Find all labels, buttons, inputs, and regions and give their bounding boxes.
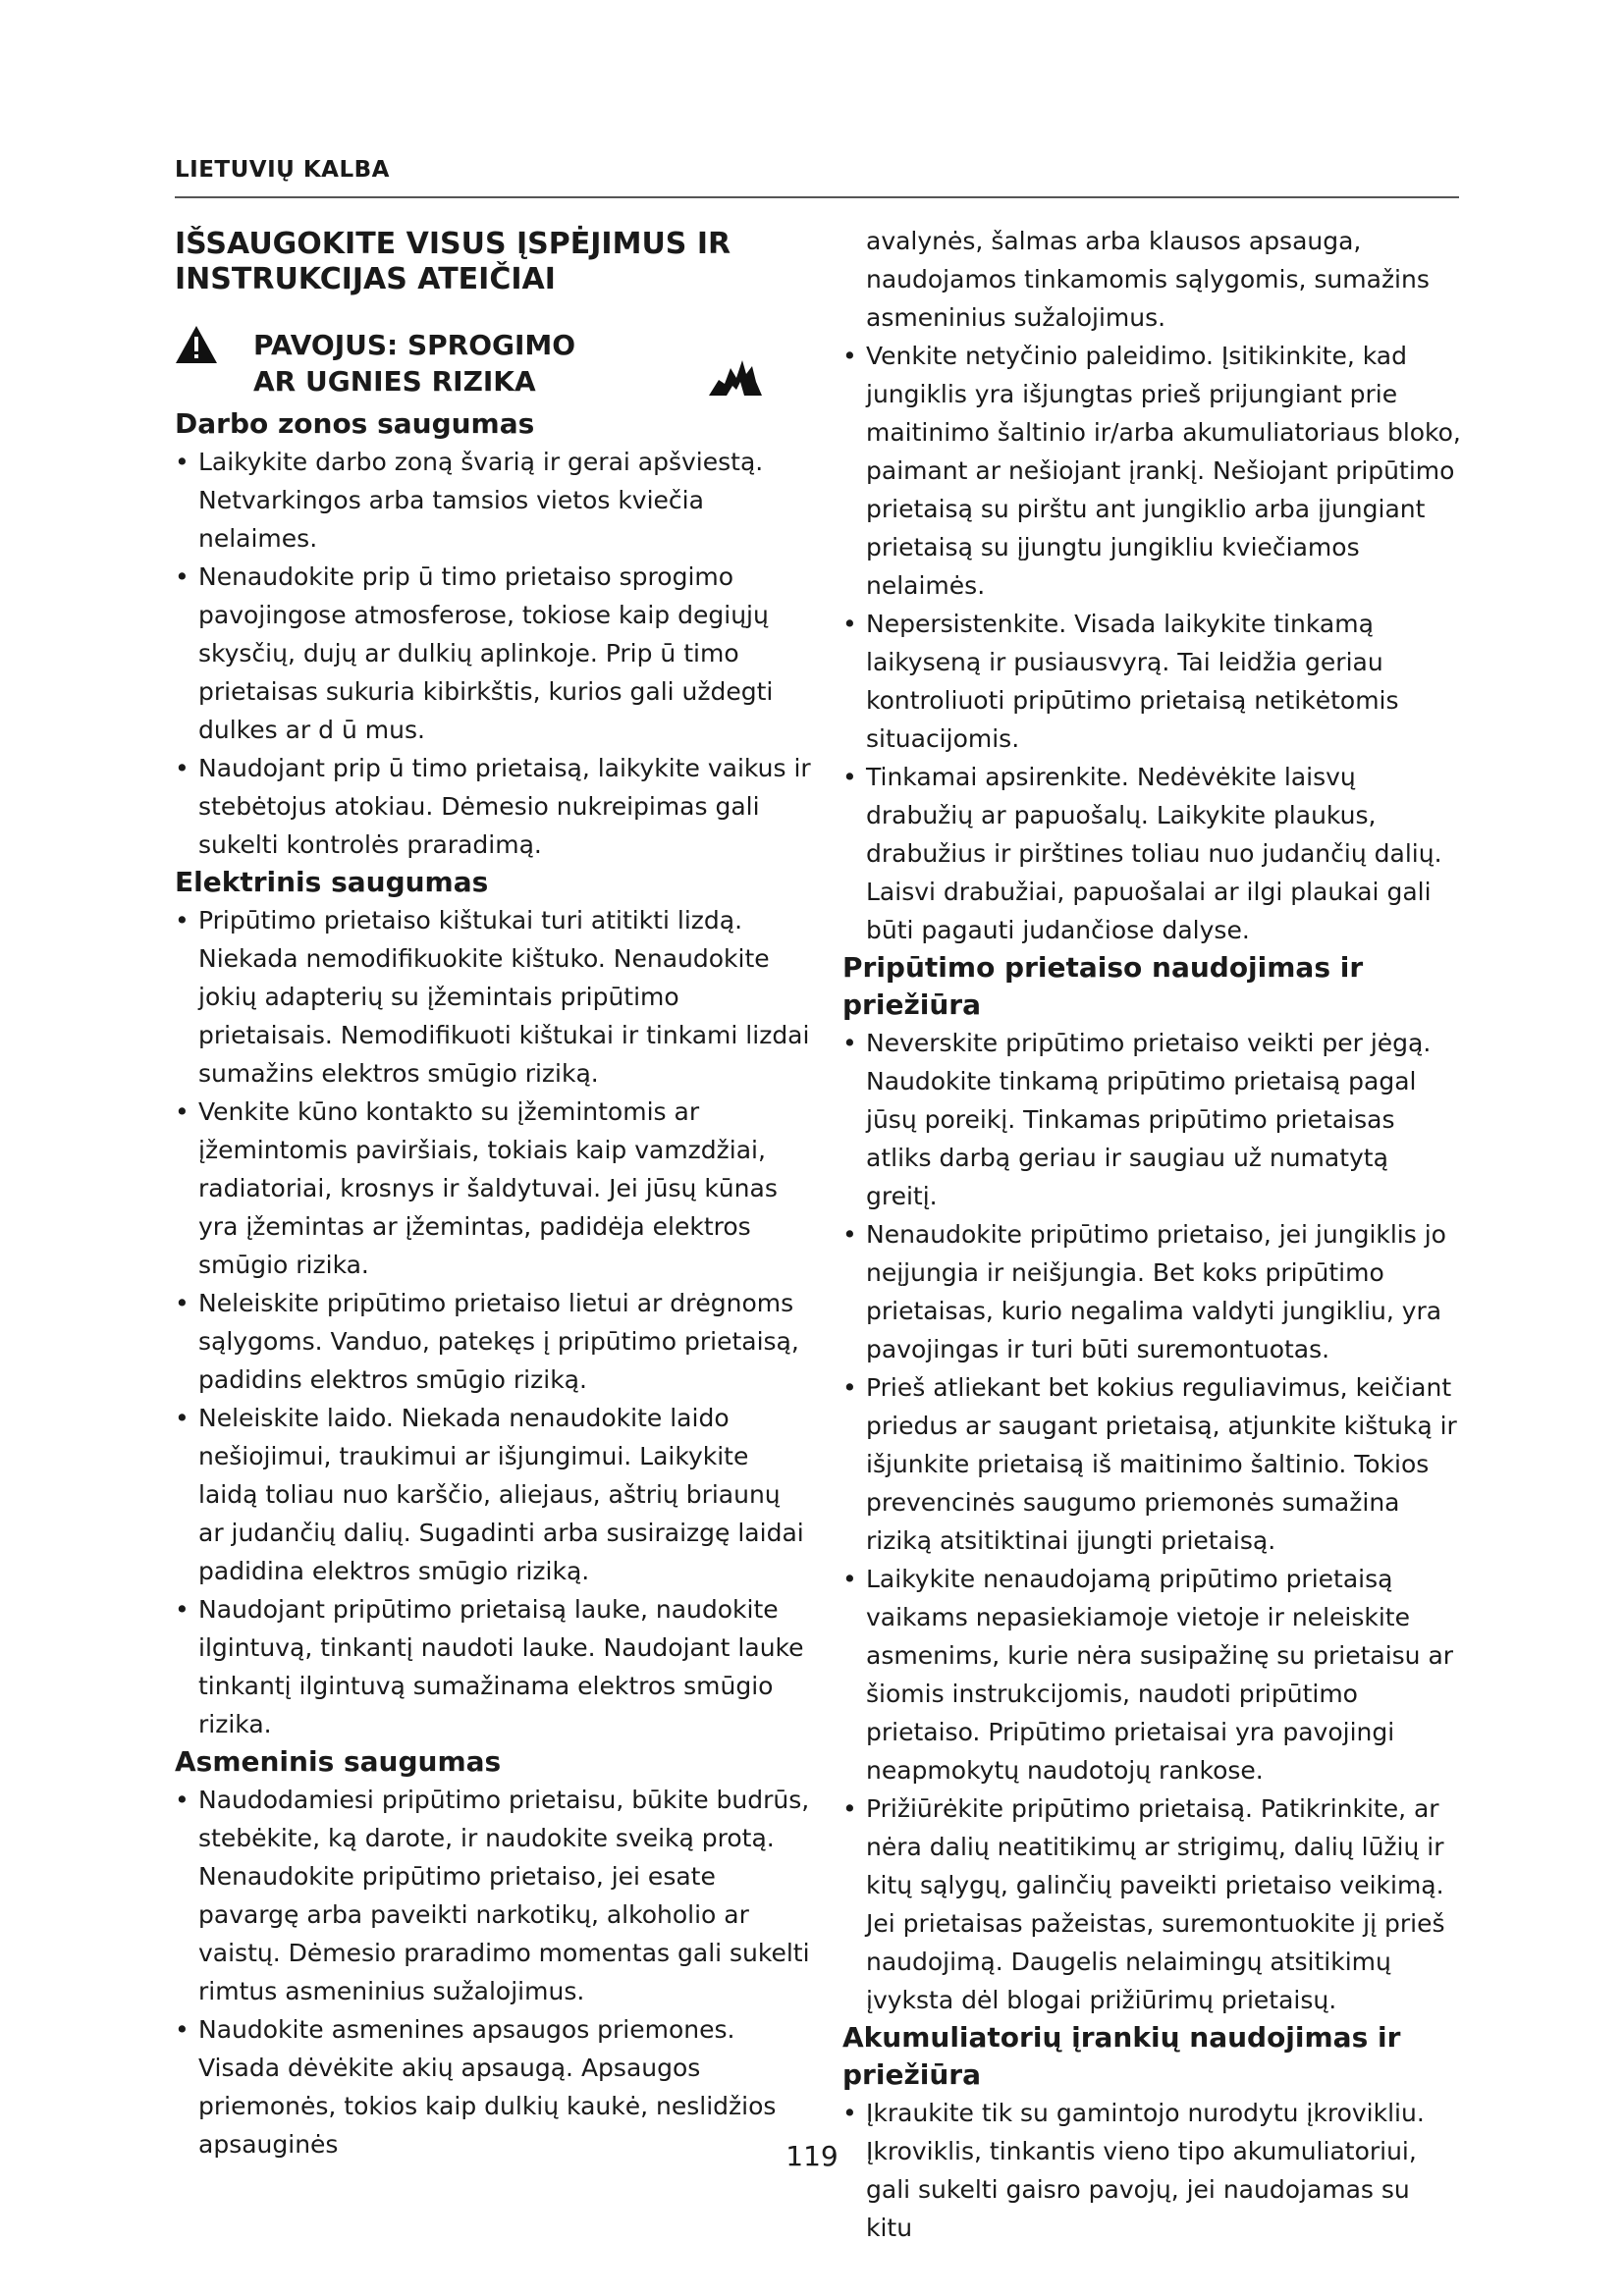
header-divider [175,196,1459,198]
work-area-list [175,443,813,864]
list-item: • Prižiūrėkite pripūtimo prietaisą. Patikrinkite, ar nėra dalių neatitikimų ar strigimų, dalių lūžių ir kitų sąlygų, galinčių paveikti prietaiso veikimą. Jei prietaisas pažeistas, suremontuokite jį prieš naudojimą. Daugelis nelaimingų atsitikimų įvyksta dėl blogai prižiūrimų prietaisų. [842,1789,1461,2019]
fire-explosion-icon [707,354,764,398]
section-title-use-care: Pripūtimo prietaiso naudojimas ir priežiūra [842,951,1364,1021]
warning-triangle-icon [175,325,218,364]
list-item: • Neleiskite laido. Niekada nenaudokite laido nešiojimui, traukimui ar išjungimui. Laikykite laidą toliau nuo karščio, aliejaus, aštrių briaunų ar judančių dalių. Sugadinti arba susiraizgę laidai padidina elektros smūgio riziką. [175,1399,813,1590]
electrical-list [175,901,813,1743]
list-item: • Naudodamiesi pripūtimo prietaisu, būkite budrūs, stebėkite, ką darote, ir naudokite sveiką protą. Nenaudokite pripūtimo prietaiso, jei esate pavargę arba paveikti narkotikų, alkoholio ar vaistų. Dėmesio praradimo momentas gali sukelti rimtus asmeninius sužalojimus. [175,1781,813,2010]
section-title-battery: Akumuliatorių įrankių naudojimas ir priežiūra [842,2021,1401,2091]
danger-title: PAVOJUS: SPROGIMO AR UGNIES RIZIKA [253,329,576,398]
list-item: • Naudojant pripūtimo prietaisą lauke, naudokite ilgintuvą, tinkantį naudoti lauke. Naudojant lauke tinkantį ilgintuvą sumažinama elektros smūgio rizika. [175,1590,813,1743]
list-item: • Prieš atliekant bet kokius reguliavimus, keičiant priedus ar saugant prietaisą, atjunkite kištuką ir išjunkite prietaisą iš maitinimo šaltinio. Tokios prevencinės saugumo priemonės sumažina riziką atsitiktinai įjungti prietaisą. [842,1368,1461,1560]
page-number: 119 [785,2140,839,2172]
header-label: LIETUVIŲ KALBA [175,157,390,183]
personal-list-continued [842,337,1461,949]
danger-block [175,317,813,401]
list-item: • Pripūtimo prietaiso kištukai turi atitikti lizdą. Niekada nemodifikuokite kištuko. Nenaudokite jokių adapterių su įžemintais pripūtimo prietaisais. Nemodifikuoti kištukai ir tinkami lizdai sumažins elektros smūgio riziką. [175,901,813,1093]
list-item: • Venkite netyčinio paleidimo. Įsitikinkite, kad jungiklis yra išjungtas prieš prijungiant prie maitinimo šaltinio ir/arba akumuliatoriaus bloko, paimant ar nešiojant įrankį. Nešiojant pripūtimo prietaisą su pirštu ant jungiklio arba įjungiant prietaisą su įjungtu jungikliu kviečiamos nelaimės. [842,337,1461,605]
list-item: • Tinkamai apsirenkite. Nedėvėkite laisvų drabužių ar papuošalų. Laikykite plaukus, drabužius ir pirštines toliau nuo judančių dalių. Laisvi drabužiai, papuošalai ar ilgi plaukai gali būti pagauti judančiose dalyse. [842,758,1461,949]
list-item: • Neleiskite pripūtimo prietaiso lietui ar drėgnoms sąlygoms. Vanduo, patekęs į pripūtimo prietaisą, padidins elektros smūgio riziką. [175,1284,813,1399]
section-title-personal: Asmeninis saugumas [175,1745,502,1778]
list-item: • Įkraukite tik su gamintojo nurodytu įkrovikliu. Įkroviklis, tinkantis vieno tipo akumuliatoriui, gali sukelti gaisro pavojų, jei naudojamas su kitu [842,2094,1461,2247]
list-item: • Venkite kūno kontakto su įžemintomis ar įžemintomis paviršiais, tokiais kaip vamzdžiai, radiatoriai, krosnys ir šaldytuvai. Jei jūsų kūnas yra įžemintas ar įžemintas, padidėja elektros smūgio rizika. [175,1093,813,1284]
personal-list [175,1781,813,2163]
personal-continued-text: avalynės, šalmas arba klausos apsauga, naudojamos tinkamomis sąlygomis, sumažins asmeninius sužalojimus. [866,227,1430,332]
list-item: • Naudokite asmenines apsaugos priemones. Visada dėvėkite akių apsaugą. Apsaugos priemonės, tokios kaip dulkių kaukė, neslidžios apsauginės [175,2010,813,2163]
list-item: • Laikykite darbo zoną švarią ir gerai apšviestą. Netvarkingos arba tamsios vietos kviečia nelaimes. [175,443,813,558]
main-title: IŠSAUGOKITE VISUS ĮSPĖJIMUS IR INSTRUKCIJAS ATEIČIAI [175,227,731,296]
section-title-electrical: Elektrinis saugumas [175,866,489,898]
left-column [175,222,813,2163]
list-item: • Nepersistenkite. Visada laikykite tinkamą laikyseną ir pusiausvyrą. Tai leidžia geriau kontroliuoti pripūtimo prietaisą netikėtomis situacijomis. [842,605,1461,758]
list-item: • Laikykite nenaudojamą pripūtimo prietaisą vaikams nepasiekiamoje vietoje ir neleiskite asmenims, kurie nėra susipažinę su prietaisu ar šiomis instrukcijomis, naudoti pripūtimo prietaiso. Pripūtimo prietaisai yra pavojingi neapmokytų naudotojų rankose. [842,1560,1461,1789]
list-item: • Nenaudokite pripūtimo prietaiso, jei jungiklis jo neįjungia ir neišjungia. Bet koks pripūtimo prietaisas, kurio negalima valdyti jungikliu, yra pavojingas ir turi būti suremontuotas. [842,1215,1461,1368]
list-item: • Neverskite pripūtimo prietaiso veikti per jėgą. Naudokite tinkamą pripūtimo prietaisą pagal jūsų poreikį. Tinkamas pripūtimo prietaisas atliks darbą geriau ir saugiau už numatytą greitį. [842,1024,1461,1215]
use-care-list [842,1024,1461,2019]
list-item: • Nenaudokite prip ū timo prietaiso sprogimo pavojingose atmosferose, tokiose kaip degiųjų skysčių, dujų ar dulkių aplinkoje. Prip ū timo prietaisas sukuria kibirkštis, kurios gali uždegti dulkes ar d ū mus. [175,558,813,749]
section-title-work-area: Darbo zonos saugumas [175,407,535,440]
right-column [842,222,1461,2247]
list-item: • Naudojant prip ū timo prietaisą, laikykite vaikus ir stebėtojus atokiau. Dėmesio nukreipimas gali sukelti kontrolės praradimą. [175,749,813,864]
